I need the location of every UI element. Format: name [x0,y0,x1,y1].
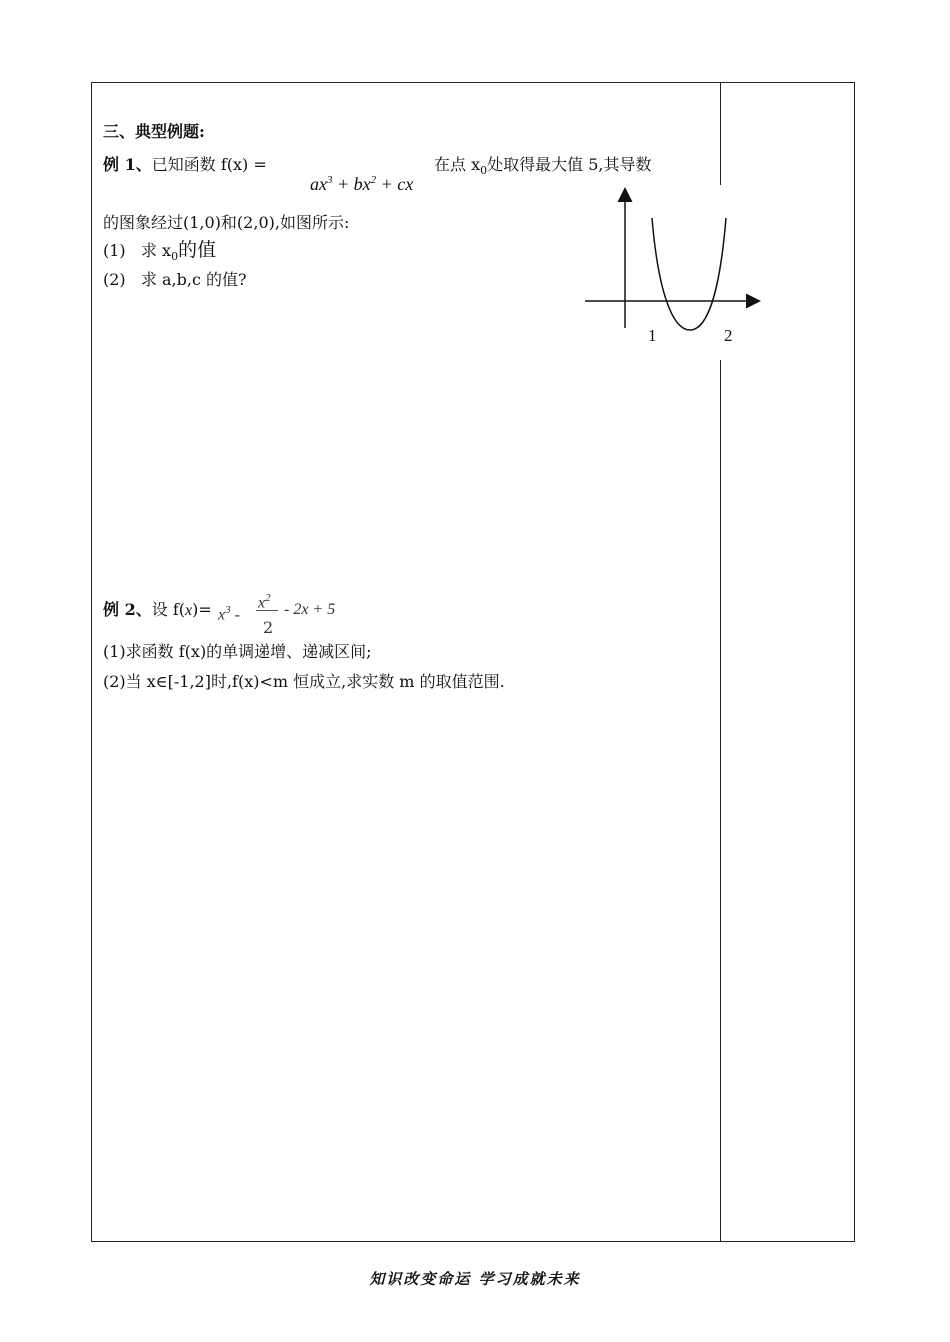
example1-label: 例 1 [103,155,136,174]
q1-number: (1) [103,241,126,260]
example1-line1 [103,155,267,175]
formula-term-b: + bx [337,174,371,194]
q1-subscript: 0 [171,250,179,264]
cubic-exponent: 3 [225,604,231,616]
footer-motto: 知识改变命运 学习成就未来 [369,1270,581,1288]
example1-separator: 、 [135,155,152,174]
condition-text: 在点 x [434,155,481,174]
numerator-exponent: 2 [265,592,271,604]
formula-term-c: + cx [380,174,414,194]
formula-term-a: ax [310,174,327,194]
fraction-bar [256,610,278,611]
formula-tail: - 2x + 5 [284,601,336,618]
q1-tail: 的值 [178,239,217,261]
graph-label-1: 1 [648,326,657,345]
example1-formula [310,170,413,194]
example2-separator: 、 [135,600,152,619]
cubic-base: x [218,606,226,624]
q2-number: (2) [103,270,126,289]
example2-formula-start [218,600,240,625]
minus-sign: - [234,606,240,624]
example2-var: x [185,602,193,619]
q2-text: 求 a,b,c 的值? [140,270,247,289]
derivative-graph [580,180,770,360]
formula-exp-3: 3 [327,174,333,186]
example1-question2 [103,270,247,290]
formula-exp-2: 2 [370,174,377,186]
derivative-curve [652,218,726,330]
example2-close: )= [192,600,212,619]
example2-lead: 设 f( [151,600,185,619]
graph-label-2: 2 [724,326,733,345]
numerator-base: x [258,594,266,612]
section-title: 三、典型例题: [103,122,205,141]
q1-text: 求 x [140,241,172,260]
example1-question1 [103,240,216,267]
example1-line2: 的图象经过(1,0)和(2,0),如图所示: [103,213,350,232]
fraction-denominator: 2 [263,618,274,637]
example2-question2: (2)当 x∈[-1,2]时,f(x)<m 恒成立,求实数 m 的取值范围. [103,672,505,691]
example1-intro: 已知函数 f(x) = [151,155,267,174]
example2-label: 例 2 [103,600,136,619]
condition-tail: 处取得最大值 5,其导数 [487,155,652,174]
x0-subscript: 0 [480,164,488,178]
example2-line1 [103,600,212,621]
example2-question1: (1)求函数 f(x)的单调递增、递减区间; [103,642,372,661]
example1-condition [434,155,651,181]
